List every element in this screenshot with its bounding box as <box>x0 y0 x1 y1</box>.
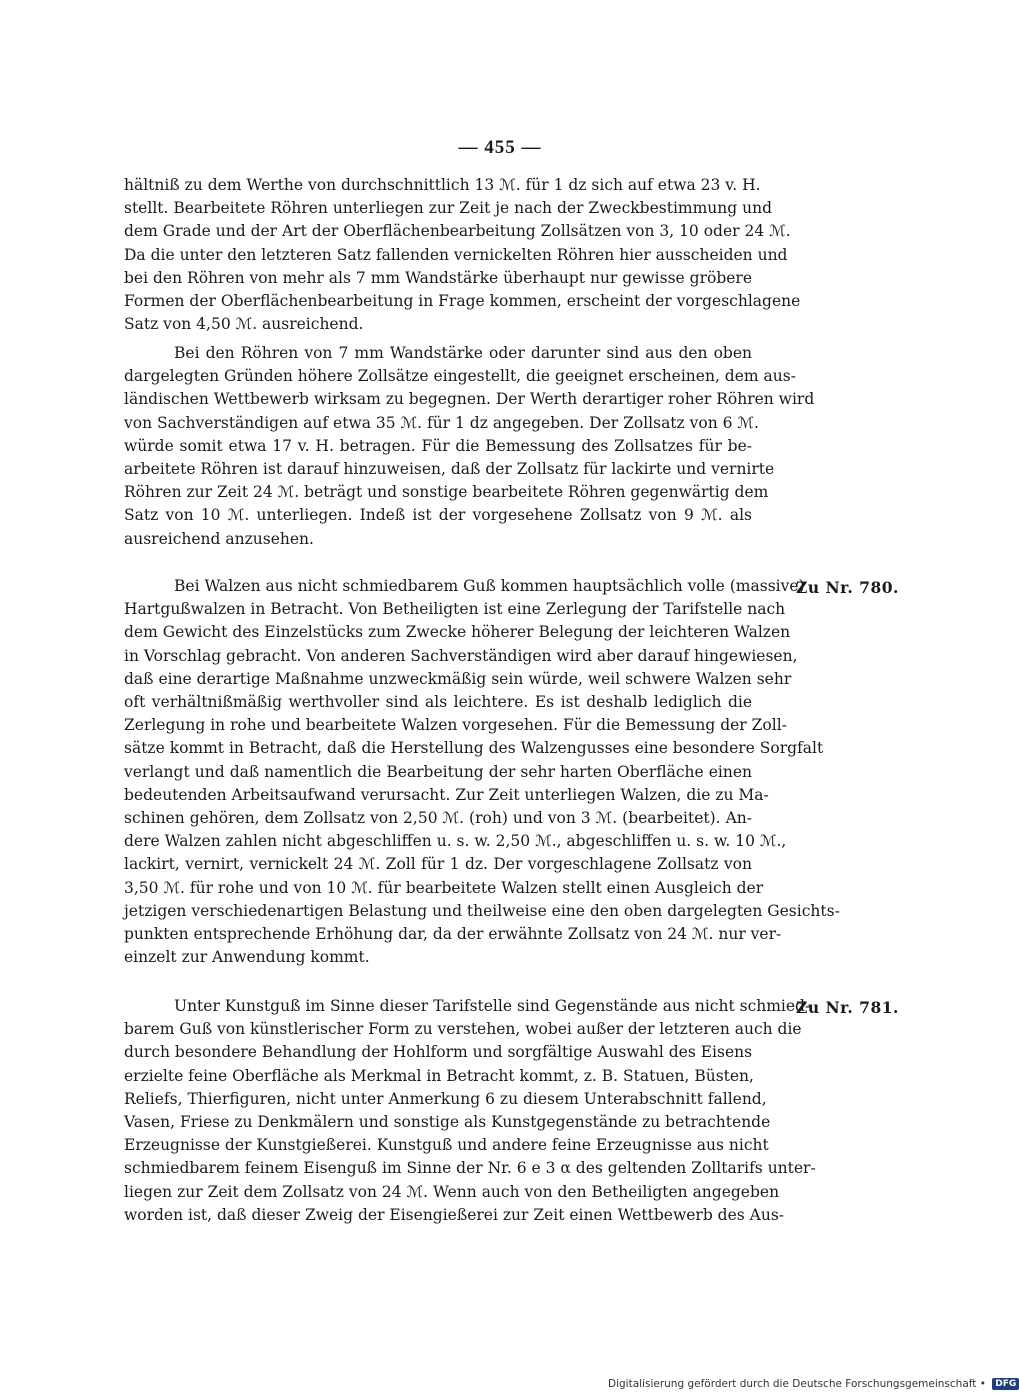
text-line: Hartgußwalzen in Betracht. Von Betheiligten ist eine Zerlegung der Tarifstelle nach <box>124 600 786 619</box>
text-line: durch besondere Behandlung der Hohlform und sorgfältige Auswahl des Eisens <box>124 1043 753 1062</box>
text-line: jetzigen verschiedenartigen Belastung und theilweise eine den oben dargelegten Gesichts- <box>124 901 840 920</box>
text-line: schmiedbarem feinem Eisenguß im Sinne der Nr. 6 e 3 α des geltenden Zolltarifs unter- <box>124 1159 816 1178</box>
text-line: Reliefs, Thierfiguren, nicht unter Anmerkung 6 zu diesem Unterabschnitt fallend, <box>124 1089 767 1108</box>
text-line: bei den Röhren von mehr als 7 mm Wandstärke überhaupt nur gewisse gröbere <box>124 268 752 287</box>
text-line: dere Walzen zahlen nicht abgeschliffen u. s. w. 2,50 ℳ., abgeschliffen u. s. w. 10 ℳ., <box>124 832 787 851</box>
margin-note-nr-780: Zu Nr. 780. <box>796 578 899 597</box>
text-line: oft verhältnißmäßig werthvoller sind als leichtere. Es ist deshalb lediglich die <box>124 693 752 712</box>
text-line: barem Guß von künstlerischer Form zu verstehen, wobei außer der letzteren auch die <box>124 1020 802 1039</box>
text-line: Röhren zur Zeit 24 ℳ. beträgt und sonstige bearbeitete Röhren gegenwärtig dem <box>124 483 769 502</box>
paragraph-roehren-continued <box>124 174 801 336</box>
text-line: lackirt, vernirt, vernickelt 24 ℳ. Zoll für 1 dz. Der vorgeschlagene Zollsatz von <box>124 855 752 874</box>
text-line: hältniß zu dem Werthe von durchschnittlich 13 ℳ. für 1 dz sich auf etwa 23 v. H. <box>124 176 761 194</box>
text-line: Vasen, Friese zu Denkmälern und sonstige als Kunstgegenstände zu betrachtende <box>124 1113 771 1132</box>
page-number: — 455 — <box>458 137 542 158</box>
text-line: ländischen Wettbewerb wirksam zu begegnen. Der Werth derartiger roher Röhren wird <box>124 390 815 409</box>
text-line: Zerlegung in rohe und bearbeitete Walzen vorgesehen. Für die Bemessung der Zoll- <box>124 716 787 735</box>
text-line: liegen zur Zeit dem Zollsatz von 24 ℳ. Wenn auch von den Betheiligten angegeben <box>124 1182 780 1201</box>
text-line: dargelegten Gründen höhere Zollsätze eingestellt, die geeignet erscheinen, dem aus- <box>124 367 796 386</box>
paragraph-roehren-7mm <box>124 342 815 551</box>
text-line: ausreichend anzusehen. <box>124 529 314 548</box>
footer-text: Digitalisierung gefördert durch die Deutsche Forschungsgemeinschaft • <box>608 1378 986 1390</box>
paragraph-kunstguss <box>124 995 816 1227</box>
text-line: verlangt und daß namentlich die Bearbeitung der sehr harten Oberfläche einen <box>124 762 752 781</box>
text-line: erzielte feine Oberfläche als Merkmal in Betracht kommt, z. B. Statuen, Büsten, <box>124 1066 754 1085</box>
text-line: Bei Walzen aus nicht schmiedbarem Guß kommen hauptsächlich volle (massive) <box>174 577 805 595</box>
text-line: dem Gewicht des Einzelstücks zum Zwecke höherer Belegung der leichteren Walzen <box>124 623 791 642</box>
dfg-logo: DFG <box>992 1378 1019 1390</box>
text-line: daß eine derartige Maßnahme unzweckmäßig sein würde, weil schwere Walzen sehr <box>124 669 792 688</box>
text-line: von Sachverständigen auf etwa 35 ℳ. für 1 dz angegeben. Der Zollsatz von 6 ℳ. <box>124 413 759 432</box>
text-line: worden ist, daß dieser Zweig der Eisengießerei zur Zeit einen Wettbewerb des Aus- <box>124 1205 785 1224</box>
text-line: bedeutenden Arbeitsaufwand verursacht. Zur Zeit unterliegen Walzen, die zu Ma- <box>124 785 769 804</box>
text-line: arbeitete Röhren ist darauf hinzuweisen, daß der Zollsatz für lackirte und vernirte <box>124 460 775 479</box>
text-line: dem Grade und der Art der Oberflächenbearbeitung Zollsätzen von 3, 10 oder 24 ℳ. <box>124 222 791 241</box>
text-line: Formen der Oberflächenbearbeitung in Frage kommen, erscheint der vorgeschlagene <box>124 292 801 311</box>
text-line: Erzeugnisse der Kunstgießerei. Kunstguß und andere feine Erzeugnisse aus nicht <box>124 1136 769 1155</box>
text-line: 3,50 ℳ. für rohe und von 10 ℳ. für bearbeitete Walzen stellt einen Ausgleich der <box>124 878 764 897</box>
text-line: in Vorschlag gebracht. Von anderen Sachverständigen wird aber darauf hingewiesen, <box>124 646 798 665</box>
text-line: Unter Kunstguß im Sinne dieser Tarifstelle sind Gegenstände aus nicht schmied- <box>174 997 811 1015</box>
text-line: einzelt zur Anwendung kommt. <box>124 948 370 967</box>
digitization-footer <box>608 1378 1019 1390</box>
text-line: schinen gehören, dem Zollsatz von 2,50 ℳ. (roh) und von 3 ℳ. (bearbeitet). An- <box>124 809 752 828</box>
text-line: Bei den Röhren von 7 mm Wandstärke oder darunter sind aus den oben <box>174 344 752 362</box>
text-line: stellt. Bearbeitete Röhren unterliegen zur Zeit je nach der Zweckbestimmung und <box>124 199 773 218</box>
text-line: sätze kommt in Betracht, daß die Herstellung des Walzengusses eine besondere Sorgfalt <box>124 739 824 758</box>
margin-note-nr-781: Zu Nr. 781. <box>796 998 899 1017</box>
text-line: würde somit etwa 17 v. H. betragen. Für die Bemessung des Zollsatzes für be- <box>124 436 752 455</box>
text-line: Da die unter den letzteren Satz fallenden vernickelten Röhren hier ausscheiden und <box>124 245 788 264</box>
text-line: punkten entsprechende Erhöhung dar, da der erwähnte Zollsatz von 24 ℳ. nur ver- <box>124 925 782 944</box>
paragraph-walzen <box>124 575 840 969</box>
text-line: Satz von 10 ℳ. unterliegen. Indeß ist der vorgesehene Zollsatz von 9 ℳ. als <box>124 506 752 525</box>
text-line: Satz von 4,50 ℳ. ausreichend. <box>124 315 364 334</box>
